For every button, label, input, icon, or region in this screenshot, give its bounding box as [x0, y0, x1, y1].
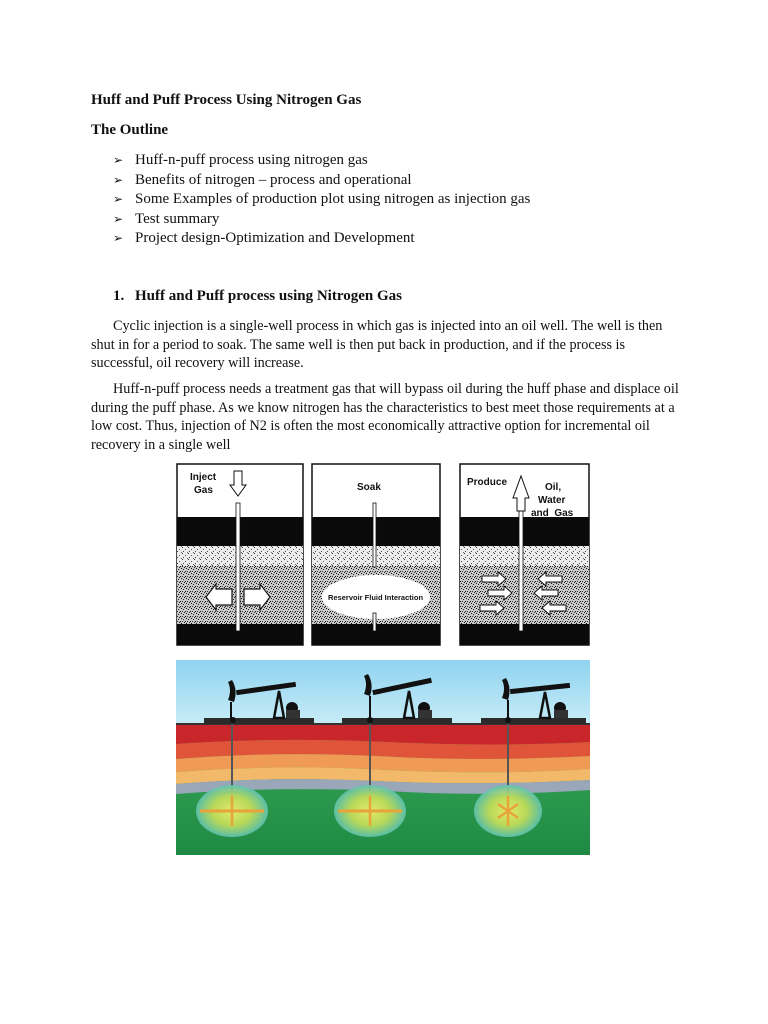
gas-label: Gas [194, 485, 213, 496]
huff-puff-diagram [176, 463, 590, 647]
produce-label: Produce [467, 477, 508, 488]
outline-item [113, 171, 530, 191]
outline-item-text: Benefits of nitrogen – process and operational [135, 171, 412, 188]
oil-label: Oil, [545, 482, 562, 493]
and-gas-label: and Gas [531, 508, 574, 519]
document-title: Huff and Puff Process Using Nitrogen Gas [91, 92, 362, 108]
body-paragraph: Cyclic injection is a single-well process in which gas is injected into an oil well. The well is then shut in for a period to soak. The same well is then put back in production, and if the process is successful, oil recovery will increase. [91, 318, 663, 372]
water-label: Water [538, 495, 566, 506]
pumpjack-illustration [176, 660, 590, 855]
outline-item-text: Project design-Optimization and Development [135, 230, 415, 246]
section-number: 1. [113, 288, 125, 304]
arrow-bullet-icon: ➢ [113, 211, 124, 226]
outline-heading: The Outline [91, 122, 169, 138]
outline-item [113, 229, 530, 249]
outline-item [113, 151, 530, 171]
section-heading [113, 288, 402, 305]
outline-item [113, 190, 530, 210]
body-paragraph: Huff-n-puff process needs a treatment gas that will bypass oil during the huff phase and displace oil during the puff phase. As we know nitrogen has the characteristics to best meet those requirements at a low cost. Thus, injection of N2 is often the most economically attractive option for incremental oil recovery in a single well [91, 381, 679, 454]
arrow-bullet-icon: ➢ [113, 231, 124, 245]
produce-panel [460, 464, 589, 645]
soak-label: Soak [357, 482, 381, 493]
section-heading-text: Huff and Puff process using Nitrogen Gas [135, 288, 402, 304]
outline-item-text: Test summary [135, 210, 220, 227]
outline-list [113, 151, 530, 249]
arrow-bullet-icon: ➢ [113, 153, 124, 167]
outline-item-text: Some Examples of production plot using nitrogen as injection gas [135, 191, 531, 207]
injection-zone-glow [196, 785, 542, 837]
outline-item-text: Huff-n-puff process using nitrogen gas [135, 152, 368, 168]
arrow-bullet-icon: ➢ [113, 192, 124, 206]
outline-item [113, 210, 530, 230]
inject-label: Inject [190, 472, 217, 483]
reservoir-fluid-label: Reservoir Fluid Interaction [328, 593, 424, 602]
arrow-bullet-icon: ➢ [113, 172, 124, 187]
